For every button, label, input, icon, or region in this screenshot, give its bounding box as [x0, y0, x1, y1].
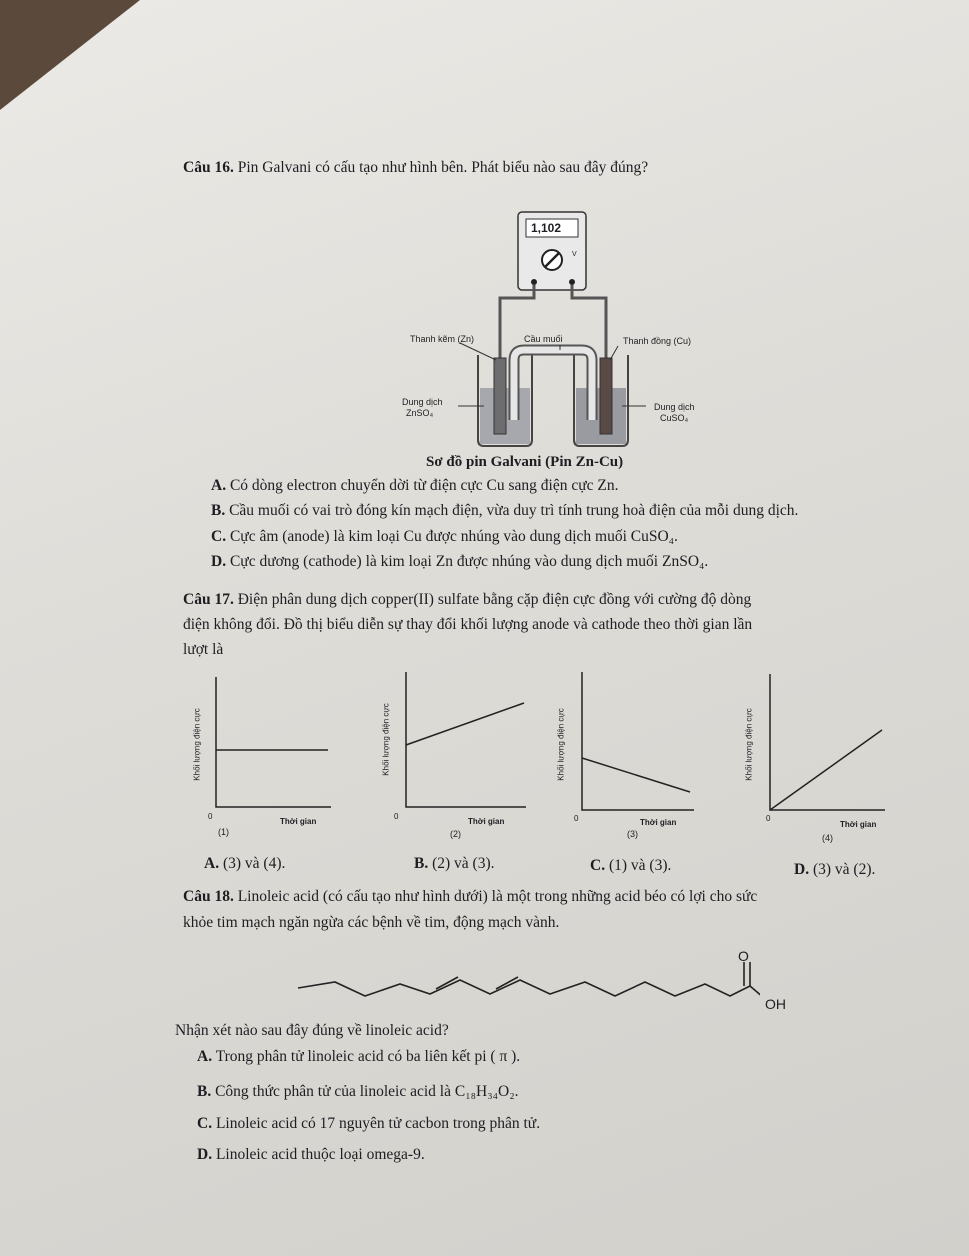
- graph-3-xlabel: Thời gian: [640, 818, 677, 827]
- q16-option-b: B. Cầu muối có vai trò đóng kín mạch điện, vừa duy trì tính trung hoà điện của mỗi dung dịch.: [211, 502, 799, 519]
- graph-2-ylabel: Khối lượng điện cực: [381, 703, 391, 776]
- q18-option-d: D. Linoleic acid thuộc loại omega-9.: [197, 1146, 425, 1163]
- q16-stem: Pin Galvani có cấu tạo như hình bên. Phát biểu nào sau đây đúng?: [237, 159, 649, 176]
- graph-2-caption: (2): [450, 829, 461, 839]
- cuso4-label-2: CuSO₄: [660, 413, 689, 423]
- q17-line2: điện không đổi. Đồ thị biểu diễn sự thay đổi khối lượng anode và cathode theo thời gian lần: [183, 616, 753, 633]
- q18-line1: Câu 18. Linoleic acid (có cấu tạo như hình dưới) là một trong những acid béo có lợi cho sức: [183, 888, 758, 905]
- terminal-pos: [569, 279, 575, 285]
- graph-4-line: [770, 730, 882, 810]
- q18-option-b: B. Công thức phân tử của linoleic acid là C₁₈H₃₄O₂.: [197, 1083, 519, 1100]
- graph-4-xlabel: Thời gian: [840, 820, 877, 829]
- graph-4-caption: (4): [822, 833, 833, 843]
- graph-1-caption: (1): [218, 827, 229, 837]
- znso4-label-1: Dung dịch: [402, 397, 443, 407]
- q17-line3: lượt là: [183, 641, 224, 658]
- q16-label: Câu 16.: [183, 159, 234, 176]
- diagram-caption: Sơ đồ pin Galvani (Pin Zn-Cu): [426, 454, 624, 470]
- graph-2-origin: 0: [394, 812, 399, 821]
- volt-unit: V: [572, 251, 577, 258]
- cu-electrode: [600, 358, 612, 434]
- q16-option-c: C. Cực âm (anode) là kim loại Cu được nhúng vào dung dịch muối CuSO₄.: [211, 528, 678, 545]
- q18-option-c: C. Linoleic acid có 17 nguyên tử cacbon trong phân tử.: [197, 1115, 541, 1132]
- terminal-neg: [531, 279, 537, 285]
- graph-3-line: [582, 758, 690, 792]
- graph-2-xlabel: Thời gian: [468, 817, 505, 826]
- graph-3-origin: 0: [574, 814, 579, 823]
- graph-3-ylabel: Khối lượng điện cực: [556, 708, 566, 781]
- graph-1-origin: 0: [208, 812, 213, 821]
- linoleic-acid-structure: [290, 946, 760, 1016]
- q18-line2: khỏe tim mạch ngăn ngừa các bệnh về tim, động mạch vành.: [183, 914, 560, 931]
- q17-option-a: A. (3) và (4).: [204, 855, 286, 872]
- pointer-cu: [610, 346, 618, 360]
- q17-line1: Câu 17. Điện phân dung dịch copper(II) sulfate bằng cặp điện cực đồng với cường độ dòng: [183, 591, 752, 608]
- voltmeter-reading: 1,102: [531, 221, 562, 235]
- graph-1-xlabel: Thời gian: [280, 817, 317, 826]
- q17-option-d: D. (3) và (2).: [794, 861, 876, 878]
- graph-4-ylabel: Khối lượng điện cực: [744, 708, 754, 781]
- salt-bridge-label: Cầu muối: [524, 334, 563, 344]
- graph-3-caption: (3): [627, 829, 638, 839]
- znso4-label-2: ZnSO₄: [406, 408, 434, 418]
- zn-electrode: [494, 358, 506, 434]
- hydroxyl-bond: [750, 986, 760, 998]
- structure-oh-label: OH: [765, 996, 786, 1012]
- q16-option-a: A. Có dòng electron chuyển dời từ điện cực Cu sang điện cực Zn.: [211, 477, 619, 494]
- graph-4-origin: 0: [766, 814, 771, 823]
- q17-option-b: B. (2) và (3).: [414, 855, 495, 872]
- q18-option-a: A. Trong phân tử linoleic acid có ba liên kết pi ( π ).: [197, 1048, 521, 1065]
- q16-header: [183, 158, 648, 178]
- q16-option-d: D. Cực dương (cathode) là kim loại Zn được nhúng vào dung dịch muối ZnSO₄.: [211, 553, 709, 570]
- graph-1-ylabel: Khối lượng điện cực: [192, 708, 202, 781]
- cu-rod-label: Thanh đồng (Cu): [623, 336, 692, 346]
- graph-2-line: [406, 703, 524, 745]
- zn-rod-label: Thanh kẽm (Zn): [410, 334, 475, 344]
- q18-prompt: Nhận xét nào sau đây đúng về linoleic acid?: [175, 1022, 449, 1039]
- structure-o-label: O: [738, 948, 749, 964]
- q17-option-c: C. (1) và (3).: [590, 857, 672, 874]
- cuso4-label-1: Dung dịch: [654, 402, 695, 412]
